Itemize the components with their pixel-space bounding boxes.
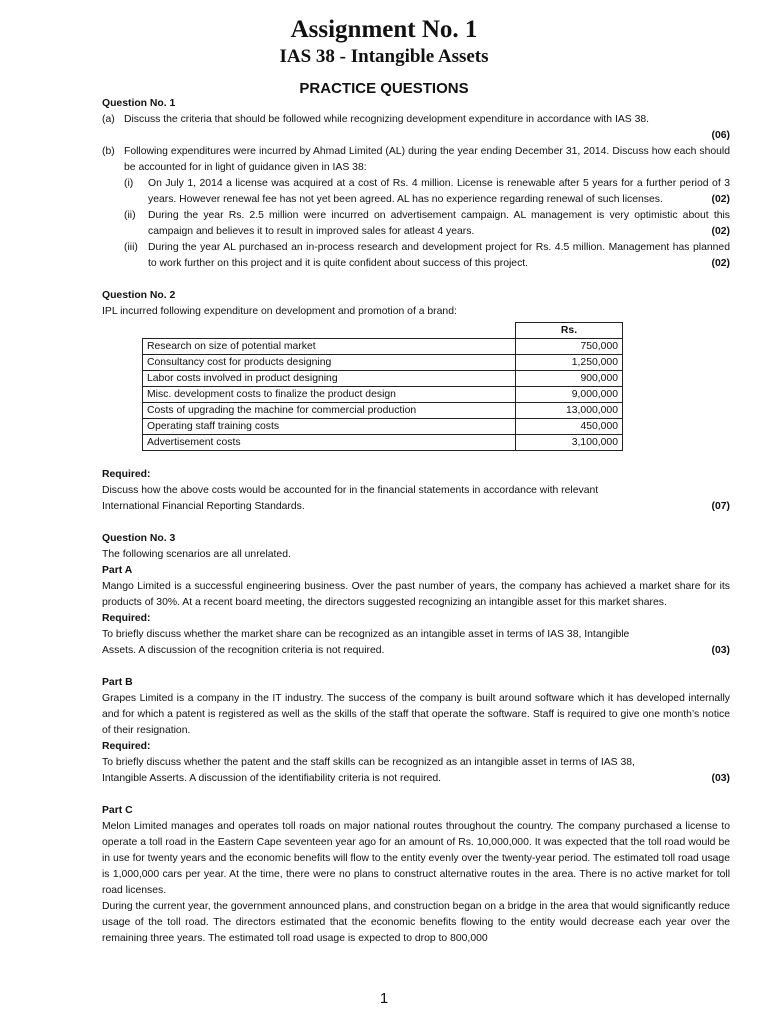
q1-b-label: (b) xyxy=(102,146,115,157)
cost-description: Operating staff training costs xyxy=(143,419,516,435)
table-row xyxy=(143,355,623,371)
q1-item xyxy=(124,240,730,272)
q1-item-label: (ii) xyxy=(124,210,136,221)
q1-b-text: Following expenditures were incurred by Ahmad Limited (AL) during the year ending December 31, 2014. Discuss how each should be accounted for in light of guidance given in IAS 38: xyxy=(124,146,730,173)
q2-marks: (07) xyxy=(711,501,730,512)
cost-amount: 13,000,000 xyxy=(516,403,623,419)
part-c-heading: Part C xyxy=(102,805,133,816)
q2-required-line2-row xyxy=(102,499,730,515)
cost-amount: 900,000 xyxy=(516,371,623,387)
q1-item-marks: (02) xyxy=(711,258,730,269)
document-body xyxy=(102,96,730,947)
cost-description: Costs of upgrading the machine for commercial production xyxy=(143,403,516,419)
cost-amount: 3,100,000 xyxy=(516,435,623,451)
part-b-required-line2: Intangible Asserts. A discussion of the identifiability criteria is not required. xyxy=(102,773,442,784)
part-a-marks: (03) xyxy=(711,645,730,656)
q2-required-label: Required: xyxy=(102,469,151,480)
part-a-required-label: Required: xyxy=(102,613,151,624)
cost-amount: 1,250,000 xyxy=(516,355,623,371)
q1-item-label: (i) xyxy=(124,178,134,189)
page-number: 1 xyxy=(379,990,389,1007)
cost-description: Research on size of potential market xyxy=(143,339,516,355)
q1-a-text: Discuss the criteria that should be followed while recognizing development expenditure in accordance with IAS 38. xyxy=(124,114,650,125)
part-c-text-2: During the current year, the government announced plans, and construction began on a bridge in the area that would significantly reduce usage of the toll road. The directors estimated that the economic benefits flowing to the entity would decrease each year over the remaining three years. The estimated toll road usage is expected to drop to 800,000 xyxy=(102,901,730,944)
q1-item xyxy=(124,208,730,240)
table-row xyxy=(143,371,623,387)
table-row xyxy=(143,339,623,355)
part-a-required-line1: To briefly discuss whether the market share can be recognized as an intangible asset in terms of IAS 38, Intangible xyxy=(102,629,630,640)
cost-description: Labor costs involved in product designing xyxy=(143,371,516,387)
part-b-heading: Part B xyxy=(102,677,133,688)
q1-item-label: (iii) xyxy=(124,242,138,253)
q1-item-text-body: On July 1, 2014 a license was acquired at a cost of Rs. 4 million. License is renewable after 5 years for a further period of 3 years. However renewal fee has not yet been agreed. AL has no experience regarding renewal of such licenses. xyxy=(148,178,730,205)
q2-intro: IPL incurred following expenditure on development and promotion of a brand: xyxy=(102,306,457,317)
q2-required-line1: Discuss how the above costs would be accounted for in the financial statements in accordance with relevant xyxy=(102,485,599,496)
q1-item-text-body: During the year AL purchased an in-process research and development project for Rs. 4.5 million. Management has planned to work further on this project and it is quite confident about success of this project. xyxy=(148,242,730,269)
part-b-required-line1: To briefly discuss whether the patent and the staff skills can be recognized as an intangible asset in terms of IAS 38, xyxy=(102,757,635,768)
q1-part-a xyxy=(102,112,730,128)
part-b-required-line2-row xyxy=(102,771,730,787)
part-b-required-label: Required: xyxy=(102,741,151,752)
q1-a-marks: (06) xyxy=(711,130,730,141)
q3-intro: The following scenarios are all unrelated. xyxy=(102,549,291,560)
cost-description: Advertisement costs xyxy=(143,435,516,451)
q2-heading: Question No. 2 xyxy=(102,290,176,301)
cost-amount: 450,000 xyxy=(516,419,623,435)
q1-a-label: (a) xyxy=(102,114,115,125)
q1-b-items xyxy=(102,176,730,272)
part-c-text-1: Melon Limited manages and operates toll roads on major national routes throughout the country. The company purchased a license to operate a toll road in the Eastern Cape seventeen year ago for an amount of Rs. 10,000,000. It was expected that the toll road would be in use for twenty years and the economic benefits will flow to the entity evenly over the twenty-year period. The estimated toll road usage is 1,000,000 cars per year. At the time, there were no plans to construct alternative routes in the area. There is no active market for toll road licenses. xyxy=(102,821,730,896)
cost-amount: 9,000,000 xyxy=(516,387,623,403)
q1-heading: Question No. 1 xyxy=(102,98,176,109)
q3-heading: Question No. 3 xyxy=(102,533,176,544)
part-a-heading: Part A xyxy=(102,565,133,576)
table-row xyxy=(143,403,623,419)
cost-description: Consultancy cost for products designing xyxy=(143,355,516,371)
section-heading: PRACTICE QUESTIONS xyxy=(299,80,469,97)
document-subtitle: IAS 38 - Intangible Assets xyxy=(279,46,489,67)
q2-required-line2: International Financial Reporting Standards. xyxy=(102,501,305,512)
table-header-row xyxy=(143,323,623,339)
q1-item-text xyxy=(148,240,730,272)
table-row xyxy=(143,419,623,435)
q1-item-text-body: During the year Rs. 2.5 million were incurred on advertisement campaign. AL management is very optimistic about this campaign and believes it to result in improved sales for atleast 4 years. xyxy=(148,210,730,237)
amount-column-header: Rs. xyxy=(516,323,623,339)
part-a-text: Mango Limited is a successful engineering business. Over the past number of years, the company has achieved a market share for its products of 30%. At a recent board meeting, the directors suggested recognizing an intangible asset for this market shares. xyxy=(102,581,730,608)
part-a-required-line2-row xyxy=(102,643,730,659)
cost-description: Misc. development costs to finalize the product design xyxy=(143,387,516,403)
table-row xyxy=(143,387,623,403)
q1-part-b xyxy=(102,144,730,176)
part-a-required-line2: Assets. A discussion of the recognition criteria is not required. xyxy=(102,645,385,656)
cost-amount: 750,000 xyxy=(516,339,623,355)
q1-item-text xyxy=(148,208,730,240)
q1-item-text xyxy=(148,176,730,208)
cost-table xyxy=(142,322,623,451)
table-row xyxy=(143,435,623,451)
q1-item-marks: (02) xyxy=(711,226,730,237)
q1-item xyxy=(124,176,730,208)
document-title: Assignment No. 1 xyxy=(290,16,478,43)
part-b-marks: (03) xyxy=(711,773,730,784)
part-b-text: Grapes Limited is a company in the IT industry. The success of the company is built around software which it has developed internally and for which a patent is registered as well as the skills of the staff that operate the software. Staff is required to give one month’s notice of their resignation. xyxy=(102,693,730,736)
q1-item-marks: (02) xyxy=(711,194,730,205)
